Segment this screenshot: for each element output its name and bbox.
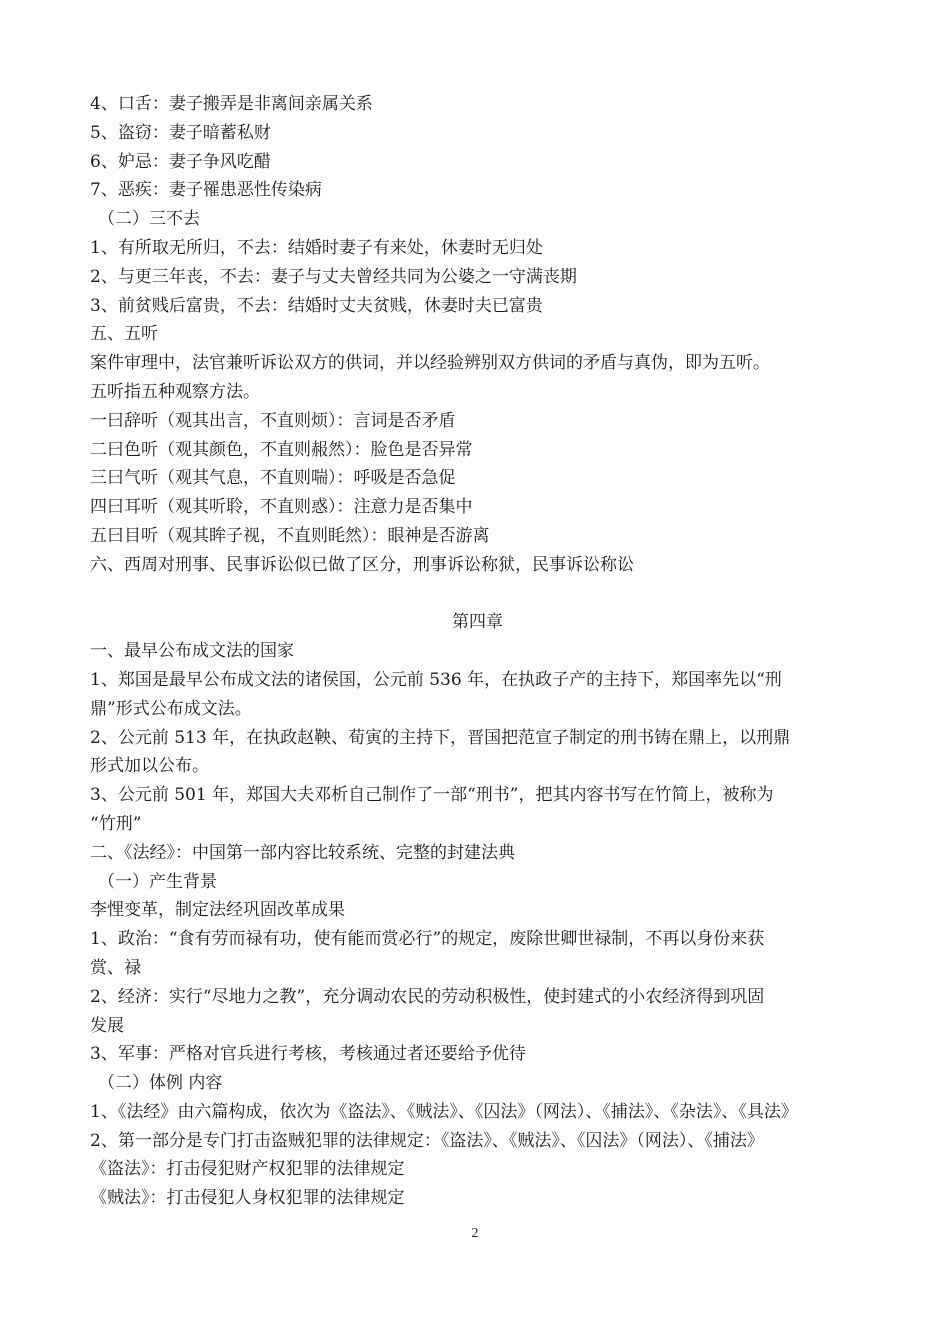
- text-line: 五、五听: [90, 324, 158, 345]
- section-chapter-four-body: [90, 637, 865, 1213]
- text-line: 三曰气听（观其气息，不直则喘）：呼吸是否急促: [90, 468, 456, 489]
- text-line: 二曰色听（观其颜色，不直则赧然）：脸色是否异常: [90, 439, 473, 460]
- text-line: 二、《法经》：中国第一部内容比较系统、完整的封建法典: [90, 842, 515, 863]
- text-line: 4、口舌：妻子搬弄是非离间亲属关系: [90, 94, 373, 114]
- text-line: 2、经济：实行“尽地力之教”，充分调动农民的劳动积极性，使封建式的小农经济得到巩固: [90, 986, 765, 1007]
- page-number: 2: [471, 1226, 479, 1241]
- chapter-title: 第四章: [452, 612, 503, 633]
- text-line: 1、政治：“食有劳而禄有功，使有能而赏必行”的规定，废除世卿世禄制，不再以身份来获: [90, 929, 765, 950]
- text-line: 五曰目听（观其眸子视，不直则眊然）：眼神是否游离: [90, 525, 490, 546]
- text-line: 1、《法经》由六篇构成，依次为《盗法》、《贼法》、《囚法》（网法）、《捕法》、《杂法》、《具法》: [90, 1101, 798, 1122]
- document-page: [90, 90, 865, 1213]
- text-line: 3、前贫贱后富贵，不去：结婚时丈夫贫贱，休妻时夫已富贵: [90, 295, 543, 316]
- text-line: 3、军事：严格对官兵进行考核，考核通过者还要给予优待: [90, 1044, 526, 1065]
- text-line: 李悝变革，制定法经巩固改革成果: [90, 900, 345, 921]
- text-line: 6、妒忌：妻子争风吃醋: [90, 151, 271, 172]
- text-line: 一、最早公布成文法的国家: [90, 641, 294, 662]
- text-line: 2、与更三年丧，不去：妻子与丈夫曾经共同为公婆之一守满丧期: [90, 266, 577, 287]
- text-line: 《贼法》：打击侵犯人身权犯罪的法律规定: [90, 1188, 405, 1209]
- text-line: （二）体例 内容: [98, 1073, 223, 1094]
- text-line: 1、有所取无所归，不去：结婚时妻子有来处，休妻时无归处: [90, 237, 543, 258]
- text-line: 鼎”形式公布成文法。: [90, 698, 252, 719]
- text-line: （二）三不去: [98, 209, 200, 230]
- text-line: “竹刑”: [90, 813, 142, 834]
- text-line: 7、恶疾：妻子罹患恶性传染病: [90, 180, 322, 201]
- text-line: 四曰耳听（观其听聆，不直则惑）：注意力是否集中: [90, 497, 473, 518]
- text-line: 《盗法》：打击侵犯财产权犯罪的法律规定: [90, 1159, 405, 1180]
- text-line: 形式加以公布。: [90, 756, 209, 777]
- text-line: 赏、禄: [90, 957, 141, 978]
- text-line: 3、公元前 501 年，郑国大夫邓析自己制作了一部“刑书”，把其内容书写在竹简上，被称为: [90, 785, 774, 806]
- text-line: 2、第一部分是专门打击盗贼犯罪的法律规定：《盗法》、《贼法》、《囚法》（网法）、《捕法》: [90, 1130, 764, 1151]
- section-seven-divorces-and-five-hearings: [90, 90, 865, 580]
- text-line: 五听指五种观察方法。: [90, 381, 260, 402]
- text-line: 2、公元前 513 年，在执政赵鞅、荀寅的主持下，晋国把范宣子制定的刑书铸在鼎上，以刑鼎: [90, 727, 791, 748]
- text-line: 5、盗窃：妻子暗蓄私财: [90, 122, 271, 143]
- blank-line: [90, 580, 865, 609]
- text-line: 六、西周对刑事、民事诉讼似已做了区分，刑事诉讼称狱，民事诉讼称讼: [90, 554, 634, 575]
- text-line: （一）产生背景: [98, 871, 217, 892]
- text-line: 一曰辞听（观其出言，不直则烦）：言词是否矛盾: [90, 410, 456, 431]
- text-line: 1、郑国是最早公布成文法的诸侯国，公元前 536 年，在执政子产的主持下，郑国率先以“刑: [90, 669, 782, 690]
- text-line: 发展: [90, 1015, 124, 1036]
- text-line: 案件审理中，法官兼听诉讼双方的供词，并以经验辨别双方供词的矛盾与真伪，即为五听。: [90, 353, 770, 374]
